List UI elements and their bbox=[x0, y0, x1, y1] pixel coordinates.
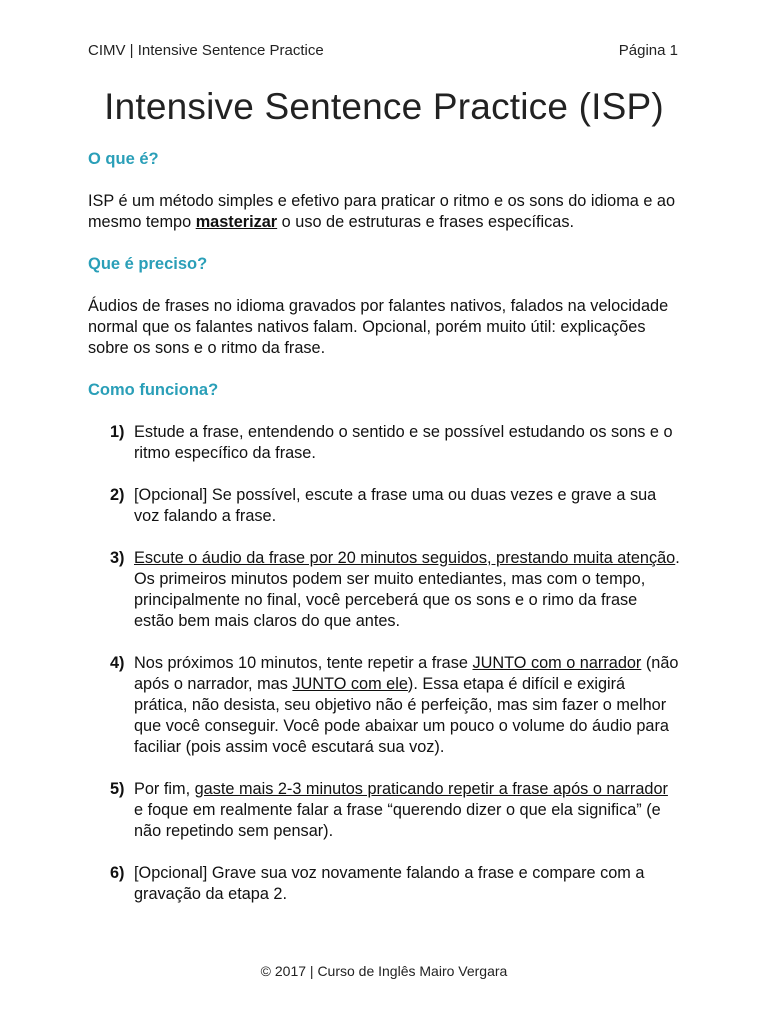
heading-how-it-works: Como funciona? bbox=[88, 381, 219, 399]
step-text-part: ). Essa etapa é difícil e exigirá prática, não desista, seu objetivo não é perfeição, mas sim fazer o melhor que você conseguir. Você pode abaixar um pouco o volume do áudio para faciliar (pois assim você escutará sua voz). bbox=[134, 675, 669, 756]
paragraph-what-is-text-2: o uso de estruturas e frases específicas. bbox=[277, 213, 574, 231]
step-text-part: Por fim, bbox=[134, 780, 195, 798]
step-number: 4) bbox=[110, 654, 125, 672]
document-body bbox=[88, 149, 680, 926]
step-text-part: . Os primeiros minutos podem ser muito entediantes, mas com o tempo, principalmente no final, você perceberá que os sons e o rimo da frase estão bem mais claros do que antes. bbox=[134, 549, 680, 630]
step-text-part: Nos próximos 10 minutos, tente repetir a frase bbox=[134, 654, 473, 672]
page-number: Página 1 bbox=[618, 42, 678, 59]
step-text bbox=[134, 779, 680, 842]
step-text: [Opcional] Grave sua voz novamente falando a frase e compare com a gravação da etapa 2. bbox=[134, 864, 645, 903]
underlined-text: gaste mais 2-3 minutos praticando repetir a frase após o narrador bbox=[194, 780, 668, 798]
step-text: [Opcional] Se possível, escute a frase uma ou duas vezes e grave a sua voz falando a frase. bbox=[134, 486, 657, 525]
step-number: 3) bbox=[110, 549, 125, 567]
steps-list bbox=[88, 422, 680, 905]
paragraph-what-is-text-1: ISP é um método simples e efetivo para praticar o ritmo e os sons do idioma e ao mesmo tempo bbox=[88, 192, 676, 231]
page-footer: © 2017 | Curso de Inglês Mairo Vergara bbox=[260, 963, 508, 979]
step-text-part: e foque em realmente falar a frase “querendo dizer o que ela significa” (e não repetindo sem pensar). bbox=[134, 801, 661, 840]
running-header bbox=[88, 42, 678, 59]
list-item-step-3 bbox=[88, 548, 680, 632]
emphasis-masterizar: masterizar bbox=[195, 213, 278, 231]
list-item-step-1 bbox=[88, 422, 680, 464]
list-item-step-4 bbox=[88, 653, 680, 758]
underlined-text: JUNTO com o narrador bbox=[472, 654, 642, 672]
heading-what-is-needed: Que é preciso? bbox=[88, 255, 208, 273]
step-text bbox=[134, 548, 680, 632]
list-item-step-5 bbox=[88, 779, 680, 842]
paragraph-what-is bbox=[88, 191, 680, 233]
list-item-step-6 bbox=[88, 863, 680, 905]
list-item-step-2 bbox=[88, 485, 680, 527]
step-text bbox=[134, 653, 680, 758]
step-text: Estude a frase, entendendo o sentido e se possível estudando os sons e o ritmo específico da frase. bbox=[134, 423, 673, 462]
step-number: 5) bbox=[110, 780, 125, 798]
heading-what-is: O que é? bbox=[88, 150, 159, 168]
underlined-text: JUNTO com ele bbox=[292, 675, 408, 693]
header-left-text: CIMV | Intensive Sentence Practice bbox=[88, 42, 324, 59]
underlined-text: Escute o áudio da frase por 20 minutos seguidos, prestando muita atenção bbox=[134, 549, 676, 567]
step-number: 1) bbox=[110, 423, 125, 441]
step-number: 2) bbox=[110, 486, 125, 504]
document-title: Intensive Sentence Practice (ISP) bbox=[104, 86, 664, 127]
step-number: 6) bbox=[110, 864, 125, 882]
paragraph-what-is-needed: Áudios de frases no idioma gravados por falantes nativos, falados na velocidade normal que os falantes nativos falam. Opcional, porém muito útil: explicações sobre os sons e o ritmo da frase. bbox=[88, 297, 669, 357]
step-text-part: (não após o narrador, mas bbox=[134, 654, 679, 693]
